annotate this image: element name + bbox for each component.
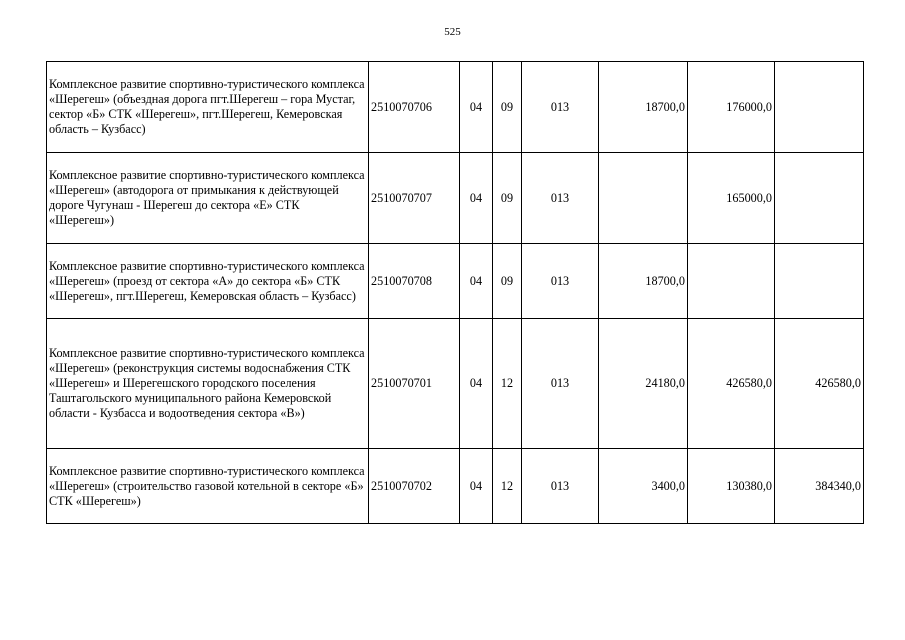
target-code-cell: 2510070702	[369, 449, 460, 524]
sum-2-cell: 176000,0	[688, 62, 775, 153]
target-code-cell: 2510070706	[369, 62, 460, 153]
table-row	[47, 153, 864, 244]
expense-type-cell: 013	[522, 62, 599, 153]
expense-type-cell: 013	[522, 319, 599, 449]
expense-type-cell: 013	[522, 449, 599, 524]
sum-2-cell	[688, 244, 775, 319]
sum-2-cell: 130380,0	[688, 449, 775, 524]
subsection-cell: 12	[493, 449, 522, 524]
subsection-cell: 09	[493, 153, 522, 244]
sum-1-cell: 24180,0	[599, 319, 688, 449]
sum-2-cell: 165000,0	[688, 153, 775, 244]
sum-2-cell: 426580,0	[688, 319, 775, 449]
sum-1-cell	[599, 153, 688, 244]
row-name-cell: Комплексное развитие спортивно-туристического комплекса «Шерегеш» (проезд от сектора «А» до сектора «Б» СТК «Шерегеш», пгт.Шерегеш, Кемеровская область – Кузбасс)	[47, 244, 369, 319]
table-row	[47, 449, 864, 524]
subsection-cell: 12	[493, 319, 522, 449]
page-number: 525	[444, 26, 461, 38]
section-cell: 04	[460, 319, 493, 449]
target-code-cell: 2510070708	[369, 244, 460, 319]
sum-1-cell: 3400,0	[599, 449, 688, 524]
sum-3-cell	[775, 244, 864, 319]
subsection-cell: 09	[493, 62, 522, 153]
section-cell: 04	[460, 449, 493, 524]
row-name-cell: Комплексное развитие спортивно-туристического комплекса «Шерегеш» (реконструкция системы водоснабжения СТК «Шерегеш» и Шерегешского городского поселения Таштагольского муниципального района Кемеровской области - Кузбасса и водоотведения сектора «В»)	[47, 319, 369, 449]
sum-3-cell: 426580,0	[775, 319, 864, 449]
sum-3-cell	[775, 153, 864, 244]
row-name-cell: Комплексное развитие спортивно-туристического комплекса «Шерегеш» (строительство газовой котельной в секторе «Б» СТК «Шерегеш»)	[47, 449, 369, 524]
sum-1-cell: 18700,0	[599, 62, 688, 153]
expense-type-cell: 013	[522, 153, 599, 244]
subsection-cell: 09	[493, 244, 522, 319]
budget-table	[46, 61, 864, 524]
sum-1-cell: 18700,0	[599, 244, 688, 319]
target-code-cell: 2510070701	[369, 319, 460, 449]
row-name-cell: Комплексное развитие спортивно-туристического комплекса «Шерегеш» (автодорога от примыкания к действующей дороге Чугунаш - Шерегеш до сектора «Е» СТК «Шерегеш»)	[47, 153, 369, 244]
expense-type-cell: 013	[522, 244, 599, 319]
section-cell: 04	[460, 153, 493, 244]
section-cell: 04	[460, 62, 493, 153]
table-row	[47, 62, 864, 153]
sum-3-cell	[775, 62, 864, 153]
sum-3-cell: 384340,0	[775, 449, 864, 524]
table-row	[47, 244, 864, 319]
table-row	[47, 319, 864, 449]
target-code-cell: 2510070707	[369, 153, 460, 244]
row-name-cell: Комплексное развитие спортивно-туристического комплекса «Шерегеш» (объездная дорога пгт.Шерегеш – гора Мустаг, сектор «Б» СТК «Шерегеш», пгт.Шерегеш, Кемеровская область – Кузбасс)	[47, 62, 369, 153]
section-cell: 04	[460, 244, 493, 319]
